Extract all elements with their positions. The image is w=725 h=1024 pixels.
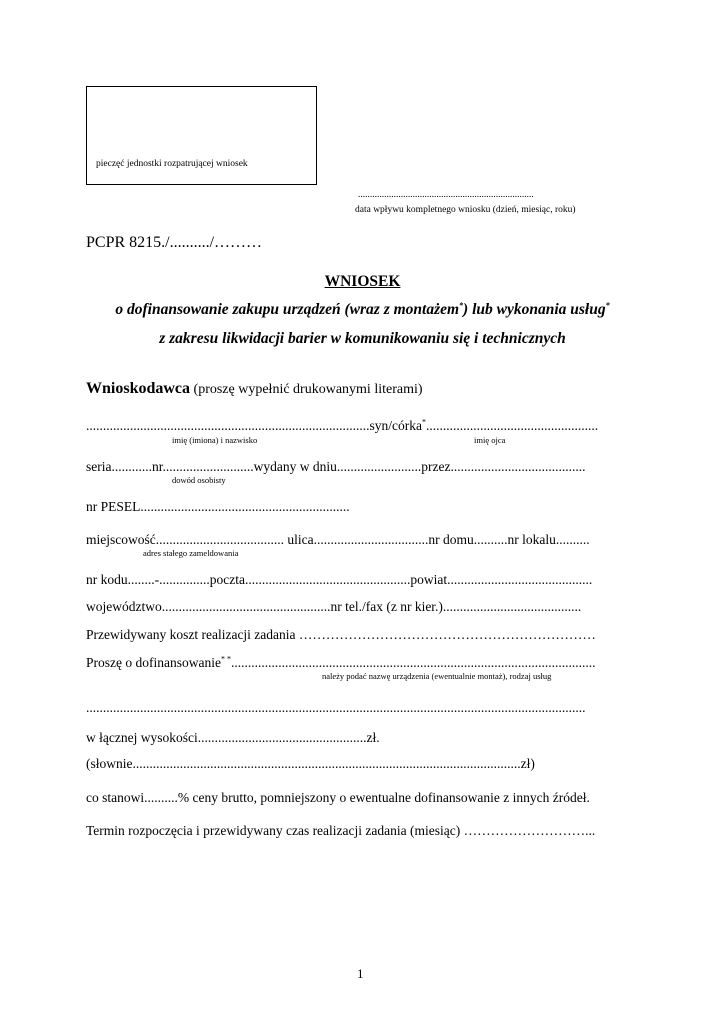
estimated-cost-line: Przewidywany koszt realizacji zadania ………………………………………………………… bbox=[86, 627, 596, 642]
request-stars: * * bbox=[220, 654, 231, 664]
request-label: Proszę o dofinansowanie bbox=[86, 655, 221, 670]
receipt-date-label: data wpływu kompletnego wniosku (dzień, miesiąc, roku) bbox=[355, 205, 576, 215]
subtitle-line-1 bbox=[0, 301, 725, 319]
father-field-dots: ................................................... bbox=[425, 418, 599, 433]
request-line bbox=[86, 655, 595, 671]
name-field-line bbox=[86, 418, 598, 434]
applicant-heading-label: Wnioskodawca bbox=[86, 380, 191, 397]
receipt-date-dots: .......................................................................... bbox=[358, 190, 534, 200]
applicant-heading-note: (proszę wypełnić drukowanymi literami) bbox=[190, 382, 423, 397]
stamp-box bbox=[86, 86, 317, 185]
percent-of-price-line: co stanowi..........% ceny brutto, pomniejszony o ewentualne dofinansowanie z innych źródeł. bbox=[86, 790, 590, 805]
id-document-hint: dowód osobisty bbox=[172, 475, 226, 485]
blank-continuation-line: .................................................................................................................................................... bbox=[86, 700, 586, 715]
pesel-line: nr PESEL.............................................................. bbox=[86, 499, 350, 514]
postal-line: nr kodu........-...............poczta.................................................powiat........................................... bbox=[86, 572, 593, 587]
reference-number: PCPR 8215./........../……… bbox=[86, 234, 263, 251]
father-name-hint: imię ojca bbox=[474, 435, 506, 445]
subtitle-star-1: * bbox=[459, 300, 464, 310]
applicant-heading bbox=[86, 380, 423, 398]
subtitle-star-2: * bbox=[605, 300, 610, 310]
request-dots: ............................................................................................................ bbox=[230, 655, 596, 670]
voivodeship-phone-line: województwo..................................................nr tel./fax (z nr kier.)......................................... bbox=[86, 599, 582, 614]
stamp-label: pieczęć jednostki rozpatrującej wniosek bbox=[96, 159, 248, 169]
name-field-star: * bbox=[421, 417, 426, 427]
address-line: miejscowość...................................... ulica..................................nr domu..........nr lokalu.......... bbox=[86, 532, 590, 547]
subtitle-line-2: z zakresu likwidacji barier w komunikowaniu się i technicznych bbox=[159, 330, 566, 347]
amount-line: w łącznej wysokości..................................................zł. bbox=[86, 730, 380, 745]
page-title: WNIOSEK bbox=[324, 273, 401, 290]
request-hint: należy podać nazwę urządzenia (ewentualnie montaż), rodzaj usług bbox=[322, 671, 552, 681]
page-number: 1 bbox=[357, 966, 364, 981]
term-line: Termin rozpoczęcia i przewidywany czas realizacji zadania (miesiąc) ………………………... bbox=[86, 823, 596, 838]
id-document-line: seria............nr...........................wydany w dniu.........................przez........................................ bbox=[86, 459, 586, 474]
amount-in-words-line: (słownie...................................................................................................................zł) bbox=[86, 756, 535, 771]
name-field-dots: ....................................................................................syn/córka bbox=[86, 418, 422, 433]
subtitle-part-1: o dofinansowanie zakupu urządzeń (wraz z montażem bbox=[115, 301, 460, 318]
address-hint: adres stałego zameldowania bbox=[143, 548, 239, 558]
name-hint: imię (imiona) i nazwisko bbox=[172, 435, 258, 445]
subtitle-part-2: ) lub wykonania usług bbox=[463, 301, 606, 318]
